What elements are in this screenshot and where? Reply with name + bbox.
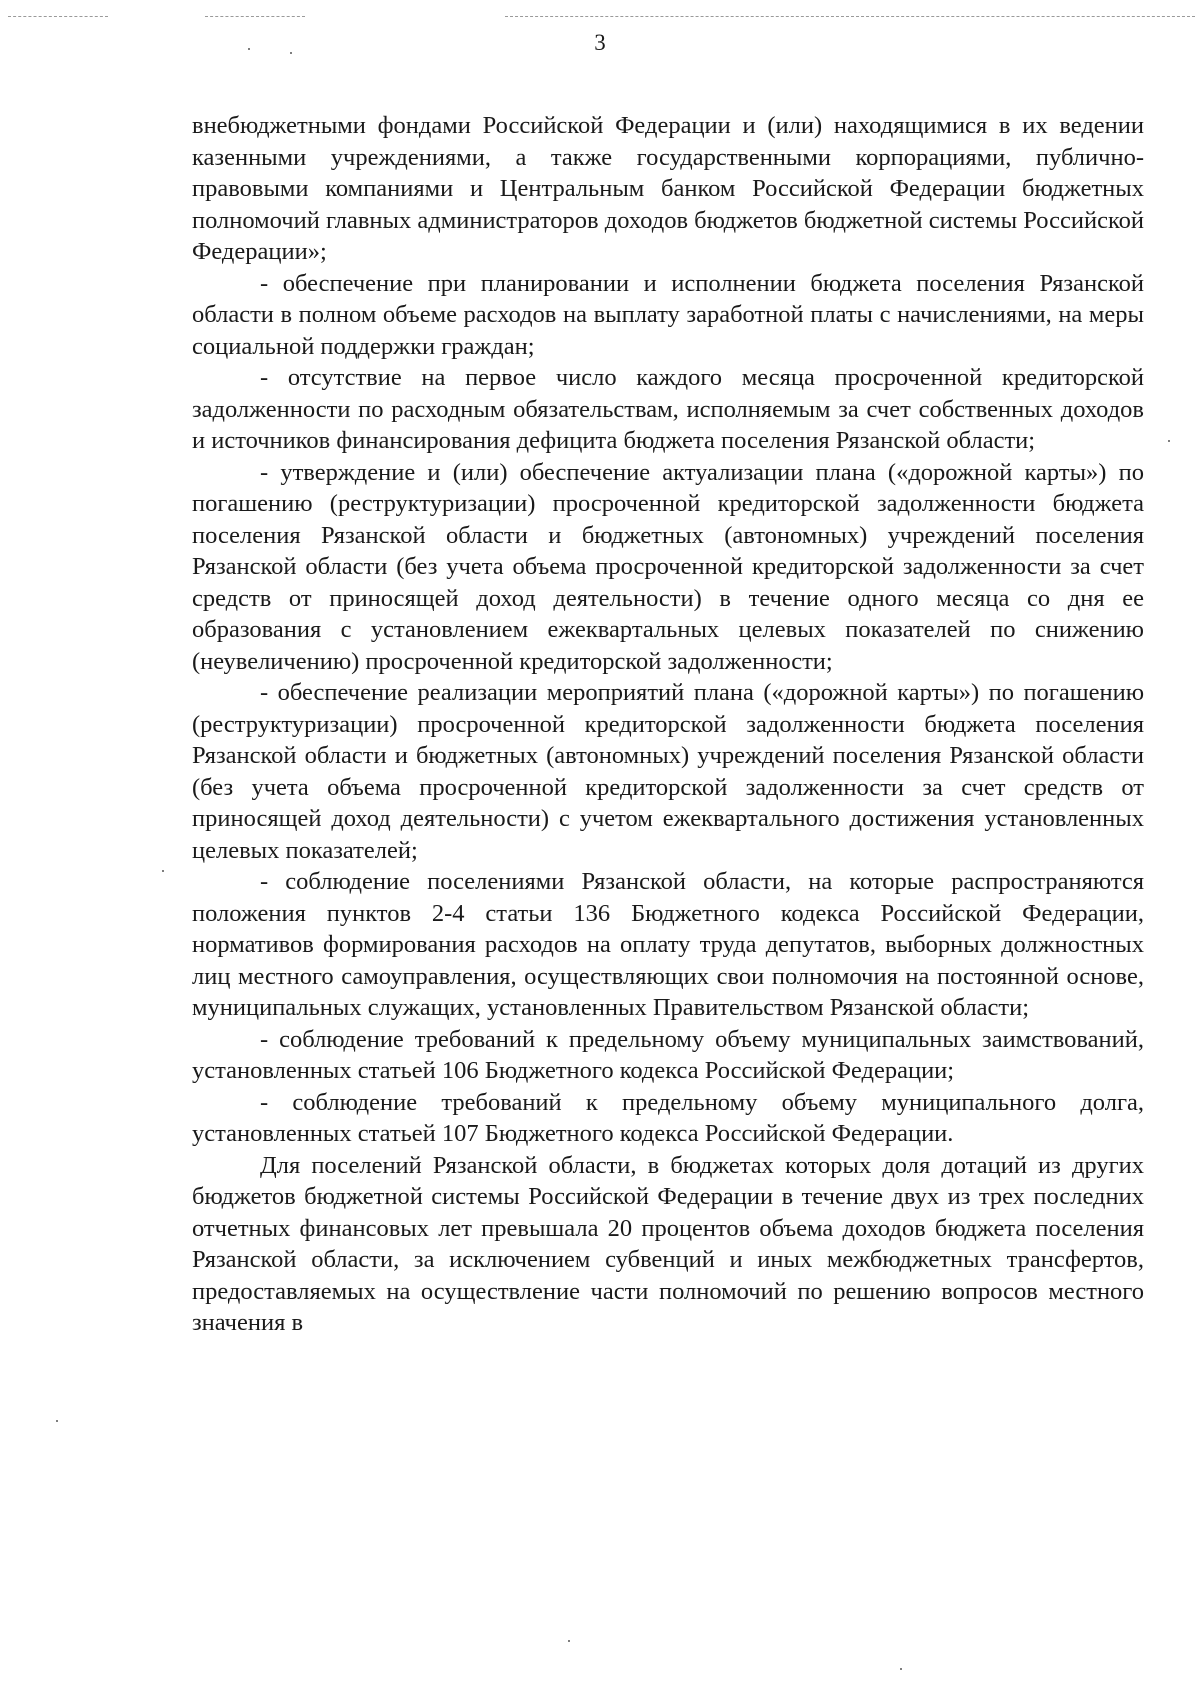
list-item: - соблюдение требований к предельному объему муниципальных заимствований, установленных статьей 106 Бюджетного кодекса Российской Федерации; [192, 1025, 1144, 1084]
paragraph: внебюджетными фондами Российской Федерации и (или) находящимися в их ведении казенными учреждениями, а также государственными корпорациями, публично-правовыми компаниями и Центральным банком Российской Федерации бюджетных полномочий главных администраторов доходов бюджетов бюджетной системы Российской Федерации»; [192, 112, 1144, 265]
scan-speck [162, 870, 164, 872]
paragraph: Для поселений Рязанской области, в бюджетах которых доля дотаций из других бюджетов бюджетной системы Российской Федерации в течение двух из трех последних отчетных финансовых лет превышала 20 процентов объема доходов бюджета поселения Рязанской области, за исключением субвенций и иных межбюджетных трансфертов, предоставляемых на осуществление части полномочий по решению вопросов местного значения в [192, 1151, 1144, 1336]
scan-speck [900, 1668, 902, 1670]
scan-speck [56, 1420, 58, 1422]
list-item: - отсутствие на первое число каждого месяца просроченной кредиторской задолженности по расходным обязательствам, исполняемым за счет собственных доходов и источников финансирования дефицита бюджета поселения Рязанской области; [192, 364, 1144, 454]
list-item: - обеспечение при планировании и исполнении бюджета поселения Рязанской области в полном объеме расходов на выплату заработной платы с начислениями, на меры социальной поддержки граждан; [192, 269, 1144, 360]
list-item: - соблюдение требований к предельному объему муниципального долга, установленных статьей 107 Бюджетного кодекса Российской Федерации. [192, 1088, 1144, 1147]
scan-artifact-line [205, 16, 305, 17]
document-body [192, 110, 1144, 1339]
list-item: - соблюдение поселениями Рязанской области, на которые распространяются положения пунктов 2-4 статьи 136 Бюджетного кодекса Российской Федерации, нормативов формирования расходов на оплату труда депутатов, выборных должностных лиц местного самоуправления, осуществляющих свои полномочия на постоянной основе, муниципальных служащих, установленных Правительством Рязанской области; [192, 868, 1144, 1021]
list-item: - обеспечение реализации мероприятий плана («дорожной карты») по погашению (реструктуризации) просроченной кредиторской задолженности бюджета поселения Рязанской области и бюджетных (автономных) учреждений поселения Рязанской области (без учета объема просроченной кредиторской задолженности за счет средств от приносящей доход деятельности) с учетом ежеквартального достижения установленных целевых показателей; [192, 679, 1144, 864]
scan-artifact-line [8, 16, 108, 17]
list-item: - утверждение и (или) обеспечение актуализации плана («дорожной карты») по погашению (реструктуризации) просроченной кредиторской задолженности бюджета поселения Рязанской области и бюджетных (автономных) учреждений поселения Рязанской области (без учета объема просроченной кредиторской задолженности за счет средств от приносящей доход деятельности) в течение одного месяца со дня ее образования с установлением ежеквартальных целевых показателей по снижению (неувеличению) просроченной кредиторской задолженности; [192, 458, 1144, 675]
scan-speck [568, 1640, 570, 1642]
scan-speck [1168, 440, 1170, 442]
page-number: 3 [594, 30, 606, 55]
scan-artifact-line [505, 16, 1195, 17]
